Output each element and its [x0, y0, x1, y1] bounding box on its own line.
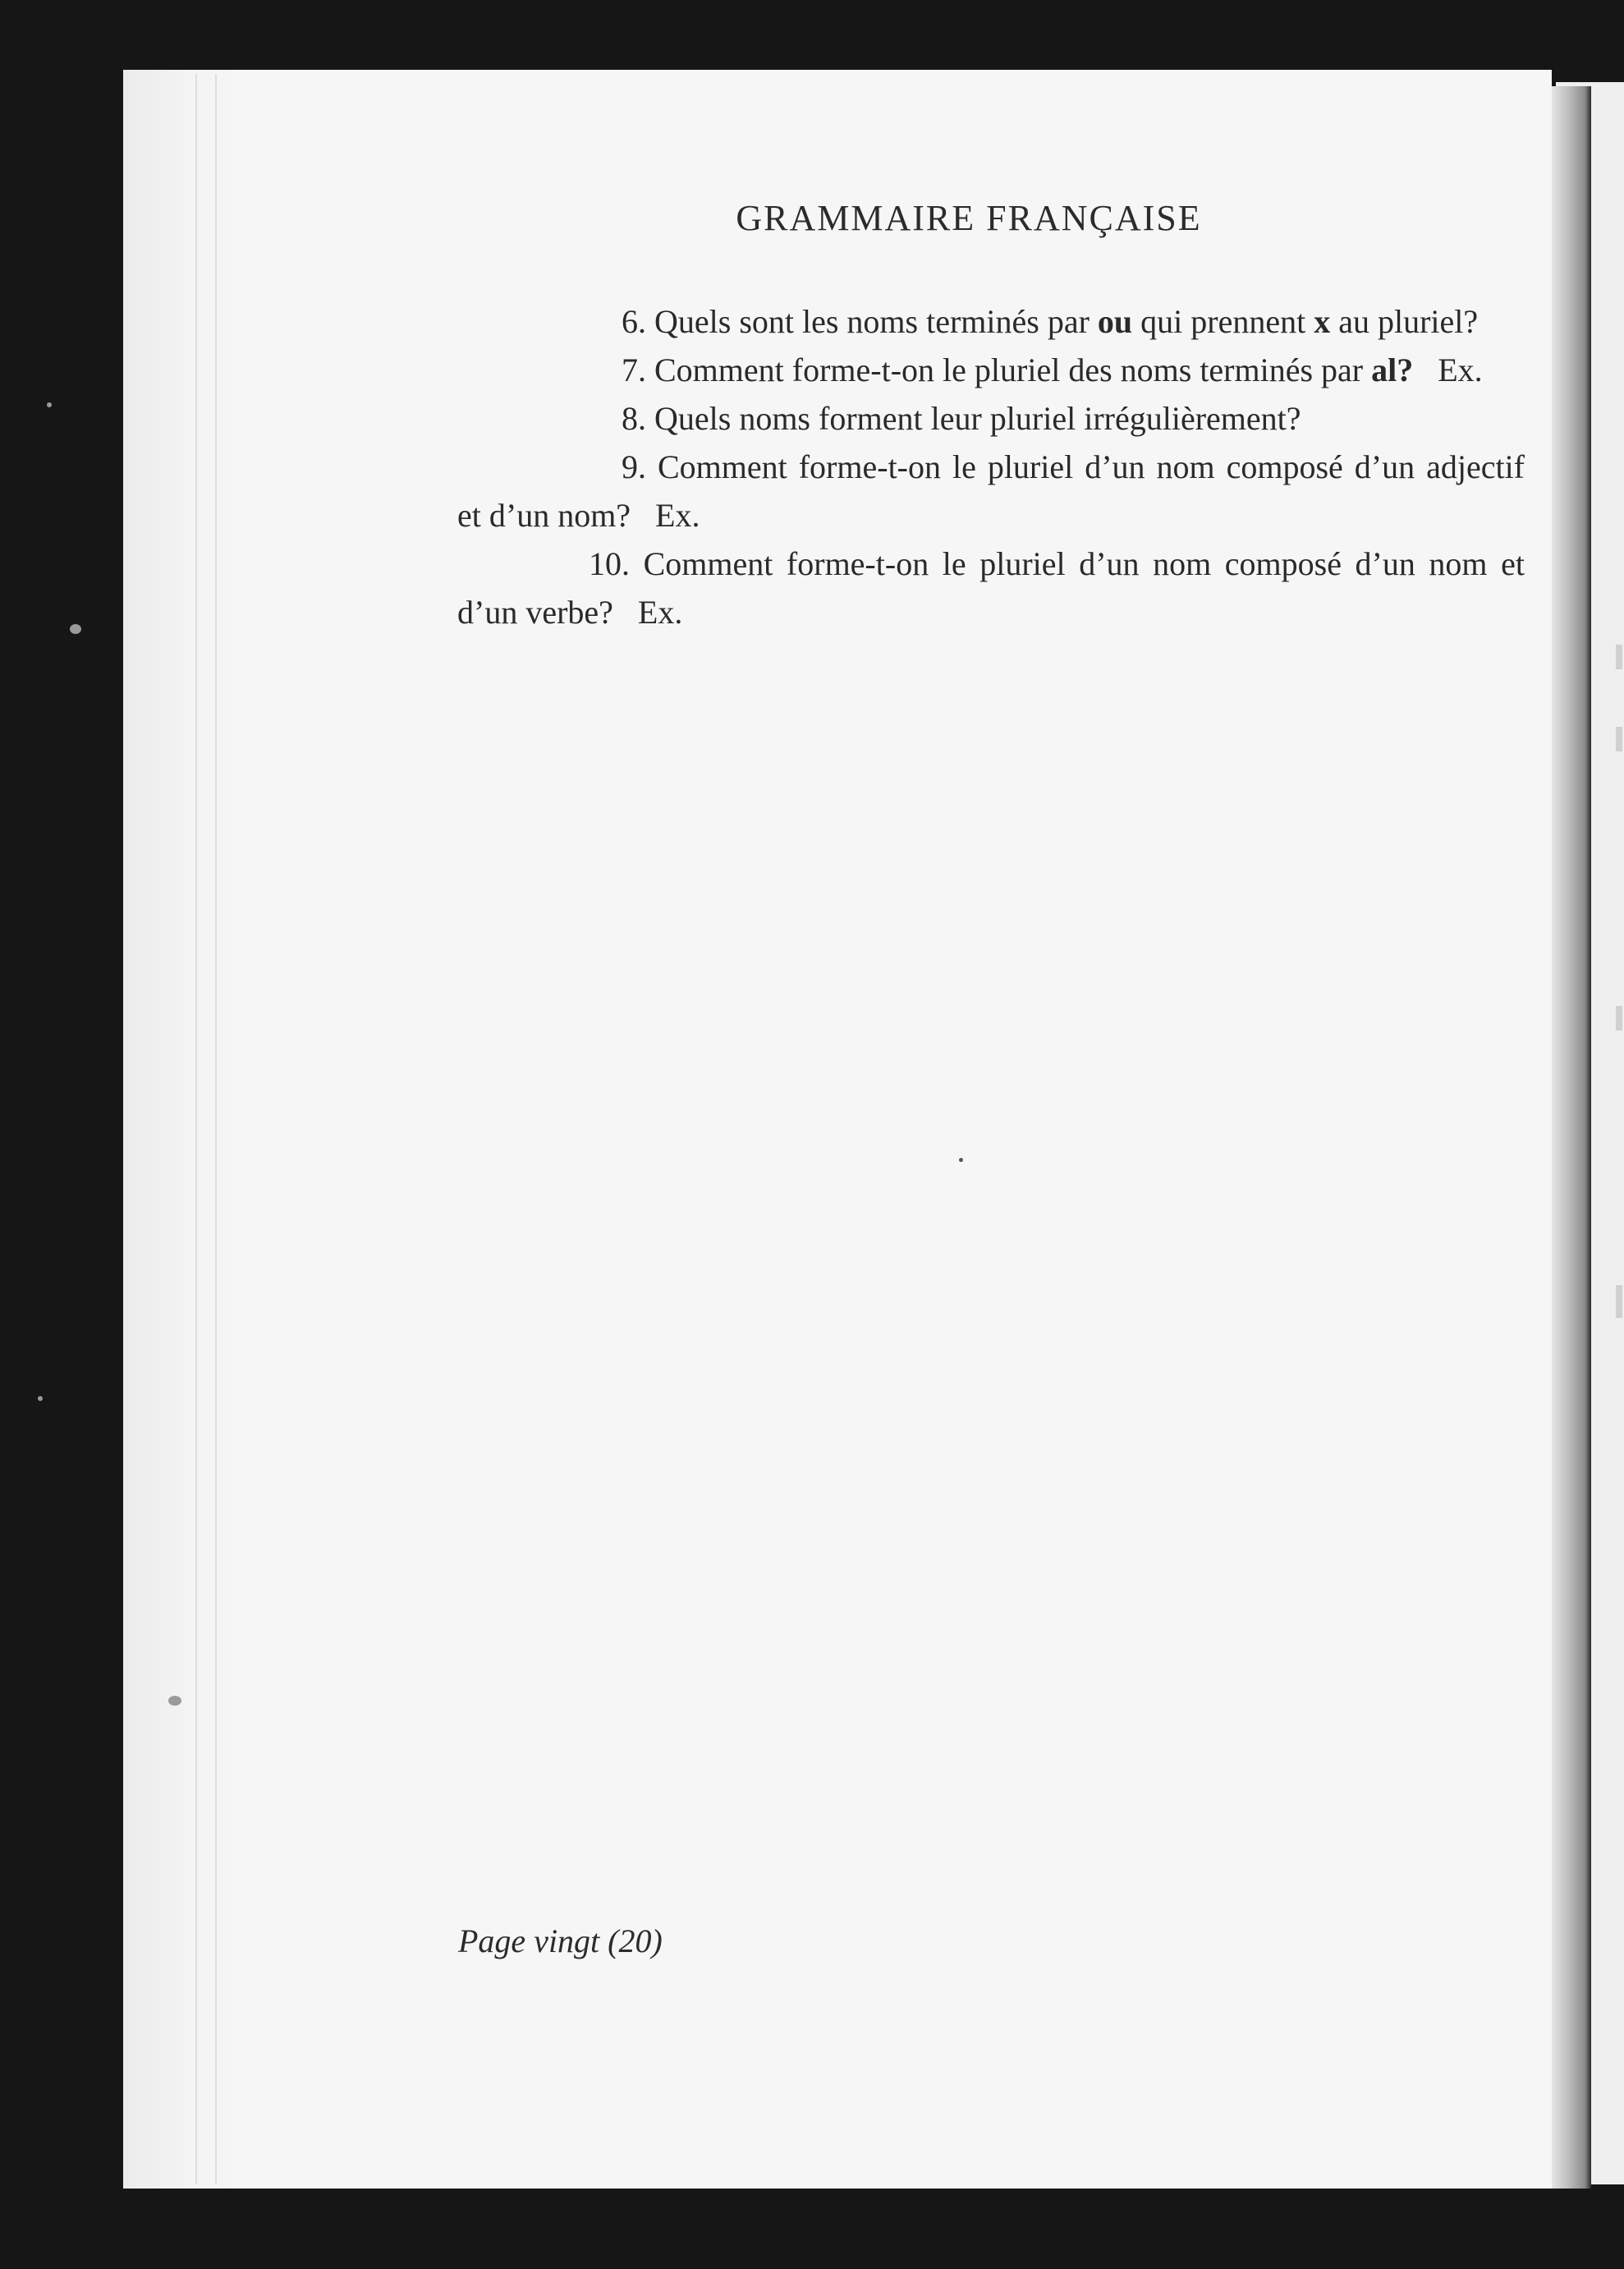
page-stack-line — [195, 74, 197, 2184]
question-item — [457, 443, 1525, 540]
question-text: Ex. — [1413, 351, 1483, 388]
adjacent-page-text-fragment — [1616, 727, 1622, 751]
question-text: Quels sont les noms terminés par — [654, 303, 1098, 340]
question-item — [457, 346, 1525, 394]
scan-speck — [47, 402, 52, 407]
page-footer: Page vingt (20) — [458, 1922, 663, 1959]
question-text: Comment forme-t-on le pluriel d’un nom composé d’un nom et d’un verbe? Ex. — [457, 545, 1525, 631]
question-text: Comment forme-t-on le pluriel des noms terminés par — [654, 351, 1372, 388]
question-number: 8. — [622, 400, 646, 437]
question-list — [457, 297, 1525, 636]
adjacent-page-text-fragment — [1616, 645, 1622, 669]
bold-term: al? — [1371, 351, 1414, 388]
scan-speck — [70, 624, 81, 634]
question-text: Comment forme-t-on le pluriel d’un nom composé d’un adjectif et d’un nom? Ex. — [457, 448, 1525, 534]
bold-term: x — [1314, 303, 1331, 340]
bold-term: ou — [1097, 303, 1133, 340]
question-number: 10. — [589, 545, 630, 582]
question-text: qui prennent — [1132, 303, 1314, 340]
question-number: 9. — [622, 448, 646, 485]
question-item — [457, 540, 1525, 636]
question-number: 7. — [622, 351, 646, 388]
question-text: Quels noms forment leur pluriel irrégulièrement? — [654, 400, 1301, 437]
scan-speck — [168, 1696, 181, 1706]
scan-speck — [959, 1158, 963, 1162]
adjacent-page-text-fragment — [1616, 1006, 1622, 1031]
scan-speck — [38, 1396, 43, 1401]
running-head: GRAMMAIRE FRANÇAISE — [736, 198, 1202, 238]
question-item — [457, 297, 1525, 346]
question-number: 6. — [622, 303, 646, 340]
question-text: au pluriel? — [1330, 303, 1479, 340]
page-left-margin — [123, 70, 246, 2189]
page-stack-line — [215, 74, 217, 2184]
question-item — [457, 394, 1525, 443]
page-gutter-shadow — [1550, 86, 1591, 2189]
adjacent-page-text-fragment — [1616, 1285, 1622, 1318]
